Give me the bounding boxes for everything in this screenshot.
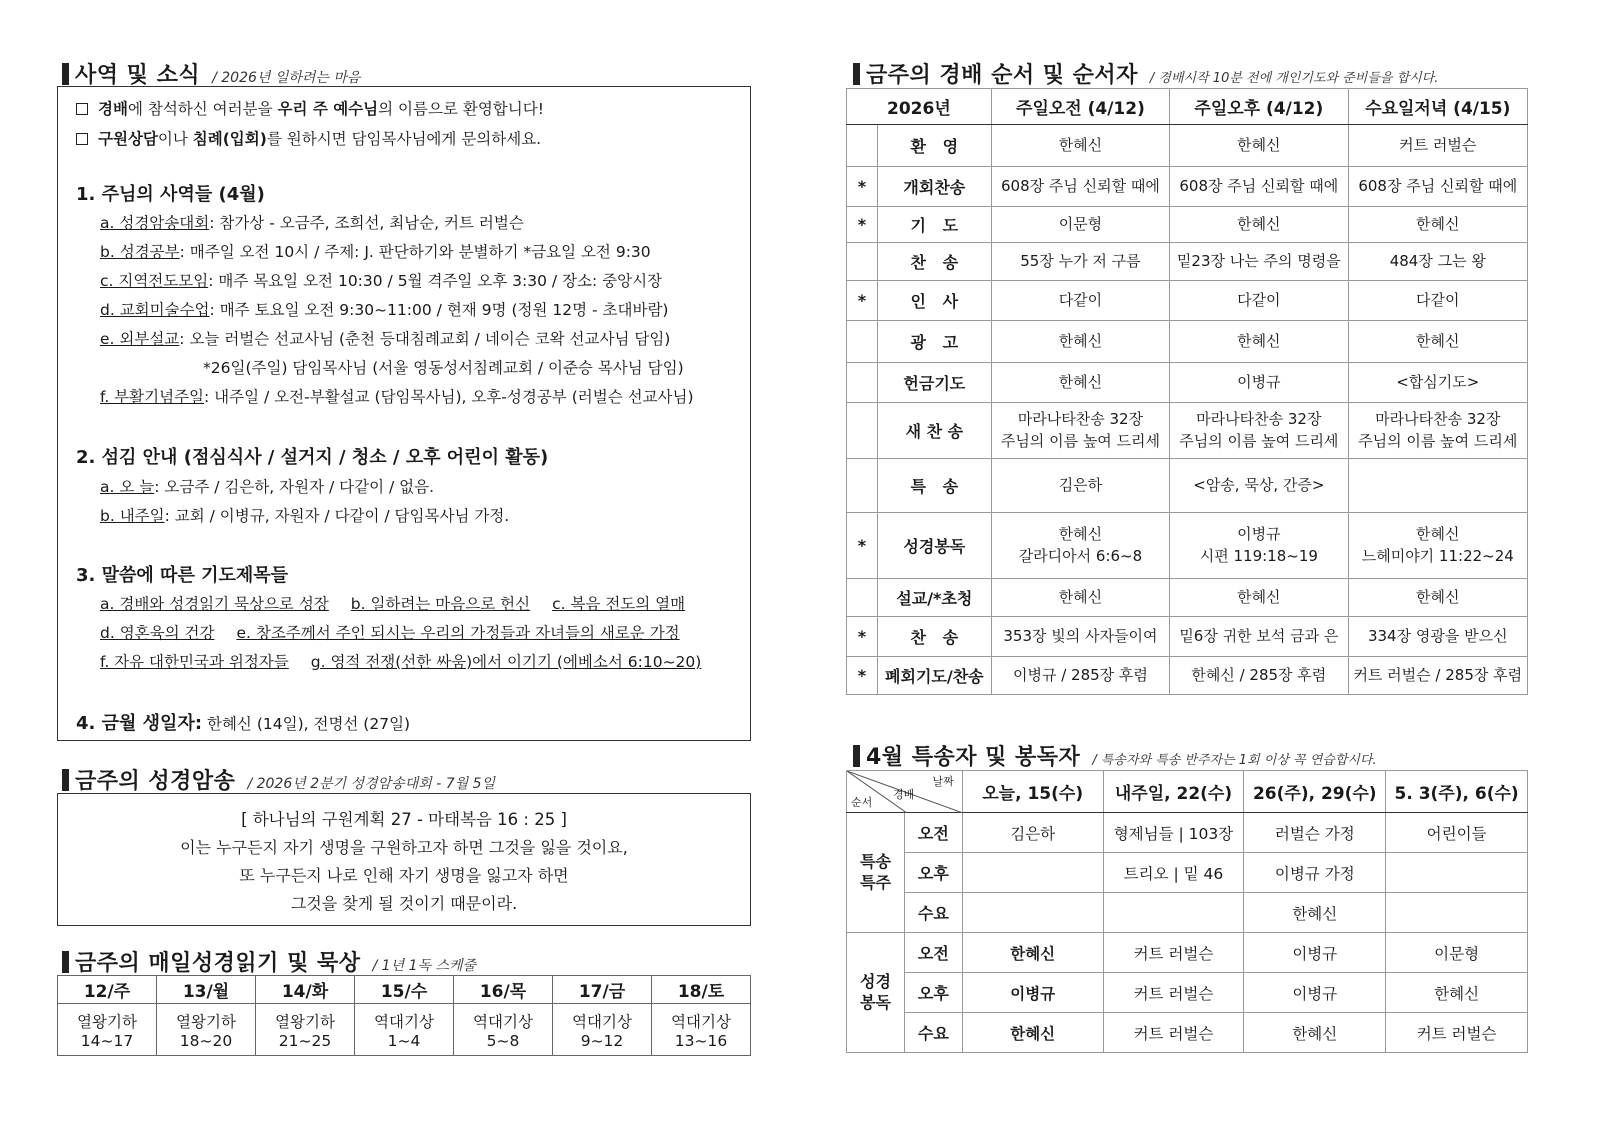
order-row [847, 281, 1528, 321]
reading-day: 17/금 [553, 976, 652, 1004]
service-guide-line: b. 내주일: 교회 / 이병규, 자원자 / 다같이 / 담임목사님 가정. [100, 507, 510, 525]
order-row [847, 321, 1528, 363]
special-row [847, 1013, 1528, 1053]
special-cell: 이병규 [1244, 973, 1386, 1013]
special-cell: 이병규 [1244, 933, 1386, 973]
reading-day: 12/주 [58, 976, 157, 1004]
news-title: 사역 및 소식 [75, 63, 201, 88]
special-row [847, 973, 1528, 1013]
section-bar-icon [853, 745, 860, 767]
memory-verse-line: 이는 누구든지 자기 생명을 구원하고자 하면 그것을 잃을 것이요, [180, 838, 628, 857]
news-section-header [62, 58, 360, 89]
ministry-line: *26일(주일) 담임목사님 (서울 영동성서침례교회 / 이준승 목사님 담임) [203, 359, 684, 377]
prayer-line: f. 자유 대한민국과 위정자들 g. 영적 전쟁(선한 싸움)에서 이기기 (에베소서 6:10~20) [100, 653, 702, 671]
order-row [847, 579, 1528, 617]
order-role: 광 고 [877, 321, 991, 363]
order-star-mark: * [847, 513, 878, 579]
order-role: 특 송 [877, 459, 991, 513]
special-cell: 러벌슨 가정 [1244, 813, 1386, 853]
special-header-col: 5. 3(주), 6(수) [1386, 771, 1528, 813]
order-star-mark: * [847, 207, 878, 243]
corner-date-label: 날짜 [932, 775, 954, 788]
corner-service-label: 경배 [893, 788, 915, 801]
order-role: 환 영 [877, 125, 991, 167]
order-role: 기 도 [877, 207, 991, 243]
memory-reference: [ 하나님의 구원계획 27 - 마태복음 16 : 25 ] [241, 810, 567, 829]
special-table [846, 770, 1528, 1053]
order-cell: 이병규 시편 119:18~19 [1170, 513, 1348, 579]
special-cell: 한혜신 [962, 1013, 1103, 1053]
order-star-mark: * [847, 657, 878, 695]
order-star-mark: * [847, 281, 878, 321]
order-cell: 한혜신 / 285장 후렴 [1170, 657, 1348, 695]
reading-table [57, 975, 751, 1056]
service-guide-line: a. 오 늘: 오금주 / 김은하, 자원자 / 다같이 / 없음. [100, 478, 435, 496]
special-header-col: 26(주), 29(수) [1244, 771, 1386, 813]
special-cell: 한혜신 [1244, 1013, 1386, 1053]
order-row [847, 513, 1528, 579]
order-cell: 353장 빛의 사자들이여 [991, 617, 1169, 657]
order-role: 찬 송 [877, 617, 991, 657]
special-row [847, 853, 1528, 893]
order-header-year: 2026년 [847, 89, 992, 125]
order-star-mark [847, 321, 878, 363]
checkbox-icon [76, 133, 88, 145]
order-row [847, 459, 1528, 513]
order-row [847, 363, 1528, 403]
special-service: 오전 [904, 933, 962, 973]
reading-cell: 역대기상 1~4 [355, 1004, 454, 1056]
order-header-col: 주일오후 (4/12) [1170, 89, 1348, 125]
special-section-header [853, 740, 1377, 771]
order-cell: 커트 러벌슨 / 285장 후렴 [1348, 657, 1527, 695]
reading-cell: 역대기상 9~12 [553, 1004, 652, 1056]
order-role: 성경봉독 [877, 513, 991, 579]
section-bar-icon [62, 63, 69, 85]
order-cell: 한혜신 [1348, 579, 1527, 617]
order-cell: 이병규 / 285장 후렴 [991, 657, 1169, 695]
ministry-line: e. 외부설교: 오늘 러벌슨 선교사님 (춘천 등대침례교회 / 네이슨 코왁 선교사님 담임) [100, 330, 671, 348]
reading-day: 16/목 [454, 976, 553, 1004]
prayer-line: d. 영혼육의 건강 e. 창조주께서 주인 되시는 우리의 가정들과 자녀들의 새로운 가정 [100, 624, 680, 642]
order-role: 인 사 [877, 281, 991, 321]
special-group-name: 성경 봉독 [847, 933, 905, 1053]
special-cell: 커트 러벌슨 [1103, 933, 1244, 973]
special-group-name: 특송 특주 [847, 813, 905, 933]
order-star-mark: * [847, 617, 878, 657]
news-box [57, 86, 751, 741]
reading-day: 15/수 [355, 976, 454, 1004]
order-cell: 밑6장 귀한 보석 금과 은 [1170, 617, 1348, 657]
order-cell: 커트 러벌슨 [1348, 125, 1527, 167]
ministry-line: b. 성경공부: 매주일 오전 10시 / 주제: J. 판단하기와 분별하기 *금요일 오전 9:30 [100, 243, 651, 261]
order-cell: 한혜신 [1170, 207, 1348, 243]
memory-verse-line: 그것을 찾게 될 것이기 때문이라. [290, 894, 518, 913]
order-cell: 334장 영광을 받으신 [1348, 617, 1527, 657]
order-cell: 밑23장 나는 주의 명령을 [1170, 243, 1348, 281]
order-row [847, 617, 1528, 657]
special-cell: 커트 러벌슨 [1103, 973, 1244, 1013]
order-row [847, 125, 1528, 167]
special-cell [1103, 893, 1244, 933]
ministry-line: a. 성경암송대회: 참가상 - 오금주, 조희선, 최남순, 커트 러벌슨 [100, 214, 524, 232]
order-row [847, 243, 1528, 281]
special-cell [962, 853, 1103, 893]
order-star-mark [847, 125, 878, 167]
order-role: 찬 송 [877, 243, 991, 281]
reading-day: 14/화 [256, 976, 355, 1004]
order-role: 개회찬송 [877, 167, 991, 207]
order-header-col: 수요일저녁 (4/15) [1348, 89, 1527, 125]
order-subtitle: / 경배시작 10분 전에 개인기도와 준비들을 합시다. [1149, 71, 1439, 86]
order-cell: 한혜신 [991, 363, 1169, 403]
memory-subtitle: / 2026년 2분기 성경암송대회 - 7월 5일 [247, 776, 496, 792]
order-cell: 한혜신 느헤미야기 11:22~24 [1348, 513, 1527, 579]
order-row [847, 403, 1528, 459]
reading-cell: 열왕기하 21~25 [256, 1004, 355, 1056]
news-subtitle: / 2026년 일하려는 마음 [212, 70, 361, 86]
order-section-header [853, 58, 1438, 89]
special-cell: 김은하 [962, 813, 1103, 853]
special-row [847, 813, 1528, 853]
ministry-line: d. 교회미술수업: 매주 토요일 오전 9:30~11:00 / 현재 9명 (정원 12명 - 초대바람) [100, 301, 669, 319]
special-corner-cell [847, 771, 963, 813]
special-cell: 이병규 [962, 973, 1103, 1013]
order-row [847, 167, 1528, 207]
order-cell: 다같이 [1348, 281, 1527, 321]
order-star-mark [847, 363, 878, 403]
order-row [847, 207, 1528, 243]
reading-day: 13/월 [157, 976, 256, 1004]
special-cell: 형제님들 | 103장 [1103, 813, 1244, 853]
special-cell [962, 893, 1103, 933]
order-cell: 다같이 [1170, 281, 1348, 321]
special-subtitle: / 특송자와 특송 반주자는 1회 이상 꼭 연습합시다. [1092, 753, 1377, 768]
order-cell: 김은하 [991, 459, 1169, 513]
section-bar-icon [62, 951, 69, 973]
order-cell: 이문형 [991, 207, 1169, 243]
order-title: 금주의 경배 순서 및 순서자 [866, 63, 1138, 88]
special-service: 수요 [904, 893, 962, 933]
order-cell: <합심기도> [1348, 363, 1527, 403]
order-star-mark [847, 579, 878, 617]
memory-verse-line: 또 누구든지 나로 인해 자기 생명을 잃고자 하면 [239, 866, 569, 885]
special-cell: 커트 러벌슨 [1103, 1013, 1244, 1053]
order-cell: 55장 누가 저 구름 [991, 243, 1169, 281]
special-row [847, 933, 1528, 973]
special-header-col: 내주일, 22(수) [1103, 771, 1244, 813]
order-star-mark: * [847, 167, 878, 207]
ministry-heading: 1. 주님의 사역들 (4월) [76, 184, 265, 205]
reading-section-header [62, 946, 476, 977]
order-cell: 608장 주님 신뢰할 때에 [1170, 167, 1348, 207]
order-cell: 한혜신 [991, 125, 1169, 167]
corner-order-label: 순서 [851, 796, 873, 809]
section-bar-icon [853, 63, 860, 85]
section-bar-icon [62, 769, 69, 791]
order-cell [1348, 459, 1527, 513]
order-cell: 608장 주님 신뢰할 때에 [1348, 167, 1527, 207]
memory-box [57, 793, 751, 926]
checkbox-icon [76, 103, 88, 115]
special-service: 오전 [904, 813, 962, 853]
special-header-col: 오늘, 15(수) [962, 771, 1103, 813]
birthday-line: 4. 금월 생일자: 한혜신 (14일), 전명선 (27일) [76, 713, 411, 734]
reading-cell: 역대기상 5~8 [454, 1004, 553, 1056]
memory-section-header [62, 764, 495, 795]
reading-day: 18/토 [652, 976, 751, 1004]
special-cell: 한혜신 [1244, 893, 1386, 933]
special-service: 오후 [904, 973, 962, 1013]
order-row [847, 657, 1528, 695]
special-cell: 커트 러벌슨 [1386, 1013, 1528, 1053]
order-role: 폐회기도/찬송 [877, 657, 991, 695]
order-role: 새 찬 송 [877, 403, 991, 459]
special-service: 수요 [904, 1013, 962, 1053]
order-cell: 608장 주님 신뢰할 때에 [991, 167, 1169, 207]
order-role: 설교/*초청 [877, 579, 991, 617]
order-cell: 한혜신 [1170, 125, 1348, 167]
order-cell: 한혜신 갈라디아서 6:6~8 [991, 513, 1169, 579]
special-cell: 이병규 가정 [1244, 853, 1386, 893]
worship-order-table [846, 88, 1528, 695]
reading-cell: 열왕기하 14~17 [58, 1004, 157, 1056]
order-cell: 한혜신 [1170, 579, 1348, 617]
reading-title: 금주의 매일성경읽기 및 묵상 [75, 951, 361, 976]
order-cell: 한혜신 [991, 321, 1169, 363]
special-title: 4월 특송자 및 봉독자 [866, 745, 1081, 770]
order-header-col: 주일오전 (4/12) [991, 89, 1169, 125]
reading-subtitle: / 1년 1독 스케줄 [372, 958, 477, 974]
order-star-mark [847, 243, 878, 281]
order-star-mark [847, 459, 878, 513]
special-service: 오후 [904, 853, 962, 893]
order-cell: 마라나타찬송 32장 주님의 이름 높여 드리세 [1348, 403, 1527, 459]
special-cell [1386, 853, 1528, 893]
ministry-line: f. 부활기념주일: 내주일 / 오전-부활설교 (담임목사님), 오후-성경공부 (러벌슨 선교사님) [100, 388, 694, 406]
notice-counsel: 구원상담이나 침례(입회)를 원하시면 담임목사님에게 문의하세요. [76, 127, 541, 149]
special-cell: 한혜신 [1386, 973, 1528, 1013]
order-cell: 한혜신 [991, 579, 1169, 617]
reading-cell: 열왕기하 18~20 [157, 1004, 256, 1056]
special-cell [1386, 893, 1528, 933]
special-cell: 어린이들 [1386, 813, 1528, 853]
order-cell: 한혜신 [1170, 321, 1348, 363]
order-role: 헌금기도 [877, 363, 991, 403]
prayer-line: a. 경배와 성경읽기 묵상으로 성장 b. 일하려는 마음으로 헌신 c. 복음 전도의 열매 [100, 595, 686, 613]
order-cell: 다같이 [991, 281, 1169, 321]
order-cell: 마라나타찬송 32장 주님의 이름 높여 드리세 [1170, 403, 1348, 459]
special-cell: 한혜신 [962, 933, 1103, 973]
special-cell: 이문형 [1386, 933, 1528, 973]
service-guide-heading: 2. 섬김 안내 (점심식사 / 설거지 / 청소 / 오후 어린이 활동) [76, 447, 549, 468]
reading-cell: 역대기상 13~16 [652, 1004, 751, 1056]
ministry-line: c. 지역전도모임: 매주 목요일 오전 10:30 / 5월 격주일 오후 3:30 / 장소: 중앙시장 [100, 272, 663, 290]
order-cell: 한혜신 [1348, 321, 1527, 363]
special-cell: 트리오 | 밑 46 [1103, 853, 1244, 893]
order-cell: <암송, 묵상, 간증> [1170, 459, 1348, 513]
order-cell: 이병규 [1170, 363, 1348, 403]
prayer-heading: 3. 말씀에 따른 기도제목들 [76, 565, 289, 586]
memory-title: 금주의 성경암송 [75, 769, 236, 794]
order-cell: 마라나타찬송 32장 주님의 이름 높여 드리세 [991, 403, 1169, 459]
notice-welcome: 경배에 참석하신 여러분을 우리 주 예수님의 이름으로 환영합니다! [76, 97, 544, 119]
special-row [847, 893, 1528, 933]
order-cell: 한혜신 [1348, 207, 1527, 243]
order-cell: 484장 그는 왕 [1348, 243, 1527, 281]
order-star-mark [847, 403, 878, 459]
